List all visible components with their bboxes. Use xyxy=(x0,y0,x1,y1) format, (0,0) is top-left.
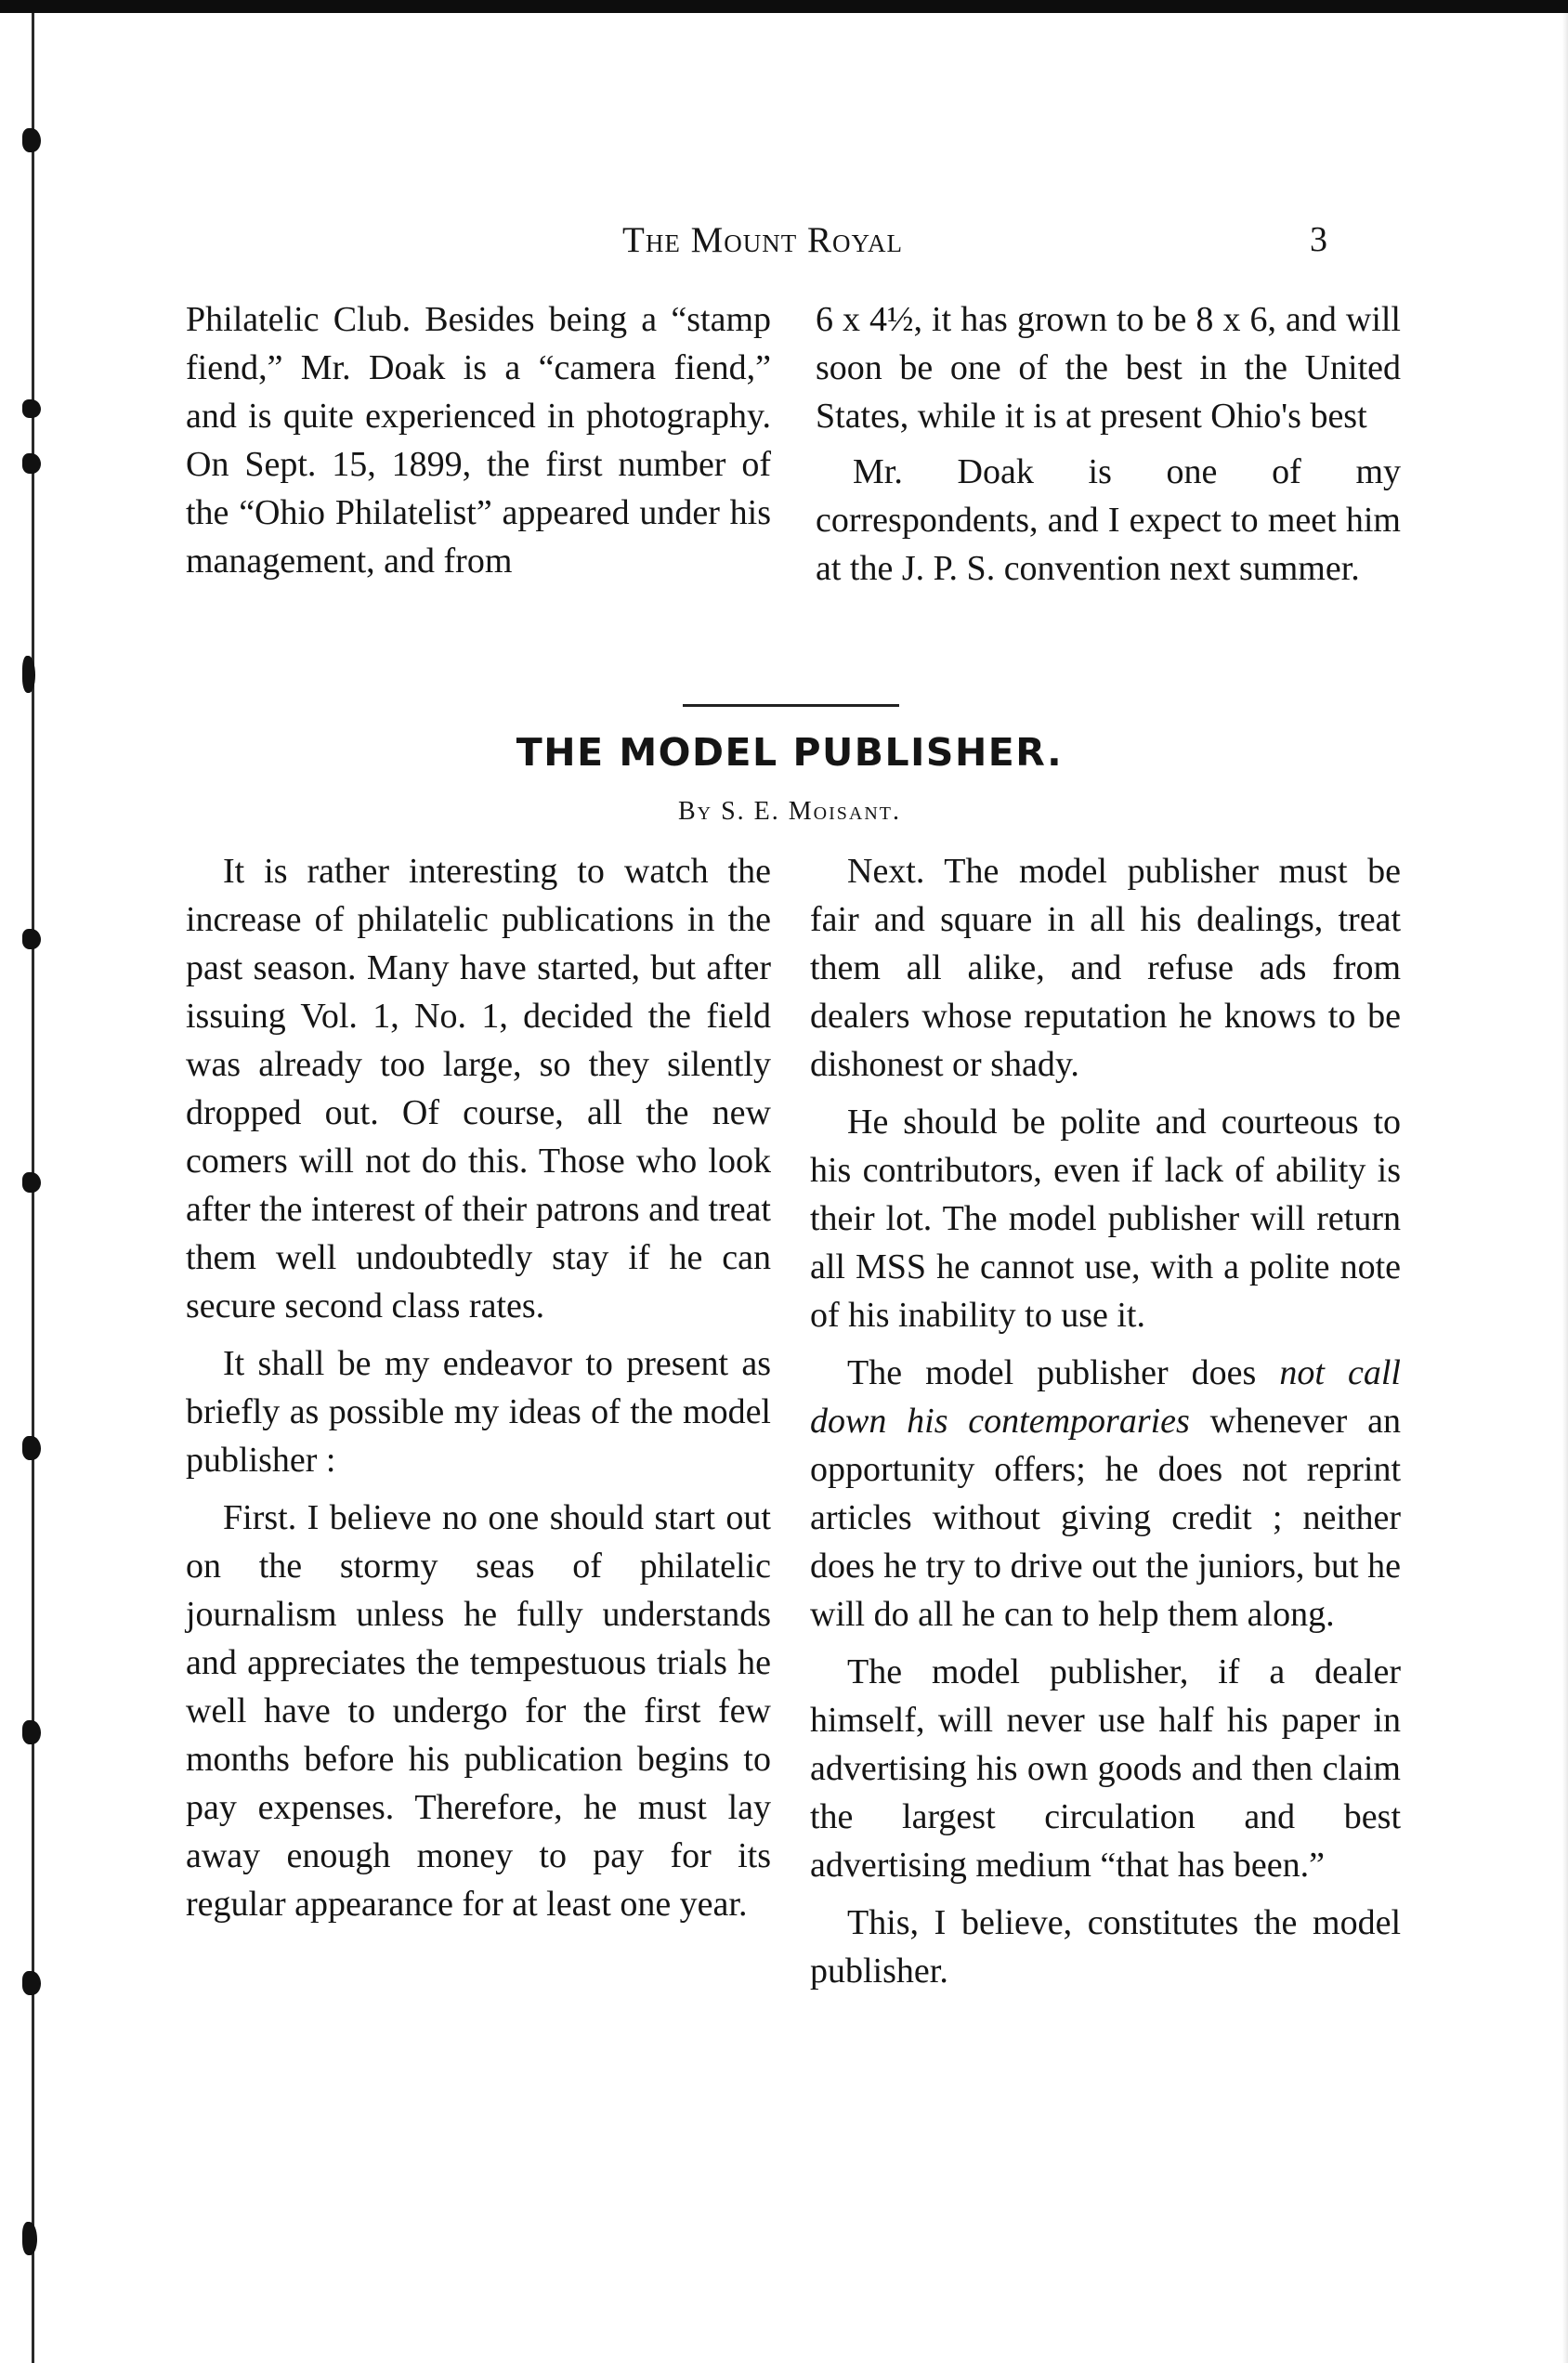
binding-hole-mark xyxy=(22,453,41,474)
scan-right-edge xyxy=(1562,13,1568,2363)
binding-hole-mark xyxy=(22,128,41,152)
paragraph: First. I believe no one should start out on the stormy seas of philatelic journalism unless he fully understands and appreciates the tempestuous trials he well have to undergo for the first few months before his publication begins to pay expenses. Therefore, he must lay away enough money to pay for its regular appearance for at least one year. xyxy=(186,1498,771,1924)
binding-hole-mark xyxy=(22,1971,41,1995)
prev-article-left-column xyxy=(186,295,771,593)
paragraph-text: whenever an opportunity offers; he does not reprint articles without giving credit ; neither does he try to drive out the juniors, but he will do all he can to help them along. xyxy=(810,1402,1401,1634)
section-divider xyxy=(683,704,899,707)
page-number: 3 xyxy=(1310,220,1327,259)
binding-hole-mark xyxy=(22,656,35,693)
paragraph: Philatelic Club. Besides being a “stamp fiend,” Mr. Doak is a “camera fiend,” and is quite experienced in photography. On Sept. 15, 1899, the first number of the “Ohio Philatelist” appeared under his management, and from xyxy=(186,300,771,581)
binding-hole-mark xyxy=(22,1720,41,1744)
article-title: THE MODEL PUBLISHER. xyxy=(516,730,1064,775)
paragraph: It shall be my endeavor to present as briefly as possible my ideas of the model publisher : xyxy=(186,1344,771,1480)
scan-top-border xyxy=(0,0,1568,13)
paragraph: 6 x 4½, it has grown to be 8 x 6, and will soon be one of the best in the United States, while it is at present Ohio's best xyxy=(816,300,1401,436)
prev-article-right-column xyxy=(816,295,1401,600)
paragraph: The model publisher, if a dealer himself, will never use half his paper in advertising his own goods and then claim the largest circulation and best advertising medium “that has been.” xyxy=(810,1652,1401,1885)
italic-phrase: not call down his contemporaries xyxy=(810,1353,1401,1441)
article-byline: By S. E. Moisant. xyxy=(677,797,902,826)
binding-hole-mark xyxy=(22,1172,41,1193)
paragraph: Mr. Doak is one of my correspondents, and I expect to meet him at the J. P. S. convention next summer. xyxy=(816,452,1401,588)
paragraph: This, I believe, constitutes the model publisher. xyxy=(810,1903,1401,1991)
running-header xyxy=(186,219,1393,266)
paragraph-text: The model publisher does xyxy=(847,1353,1280,1392)
paragraph xyxy=(810,1349,1401,1638)
binding-hole-mark xyxy=(22,929,41,949)
binding-hole-mark xyxy=(22,2222,37,2255)
binding-hole-mark xyxy=(22,399,41,418)
article-left-column xyxy=(186,847,771,1938)
binding-hole-mark xyxy=(22,1436,41,1460)
paragraph: Next. The model publisher must be fair and square in all his dealings, treat them all alike, and refuse ads from dealers whose reputation he knows to be dishonest or shady. xyxy=(810,852,1401,1084)
paragraph: It is rather interesting to watch the increase of philatelic publications in the past season. Many have started, but after issuing Vol. 1, No. 1, decided the field was already too large, so they silently dropped out. Of course, all the new comers will not do this. Those who look after the interest of their patrons and treat them well undoubtedly stay if he can secure second class rates. xyxy=(186,852,771,1325)
article-right-column xyxy=(810,847,1401,2004)
running-title: The Mount Royal xyxy=(622,220,903,260)
paragraph: He should be polite and courteous to his contributors, even if lack of ability is their lot. The model publisher will return all MSS he cannot use, with a polite note of his inability to use it. xyxy=(810,1103,1401,1335)
